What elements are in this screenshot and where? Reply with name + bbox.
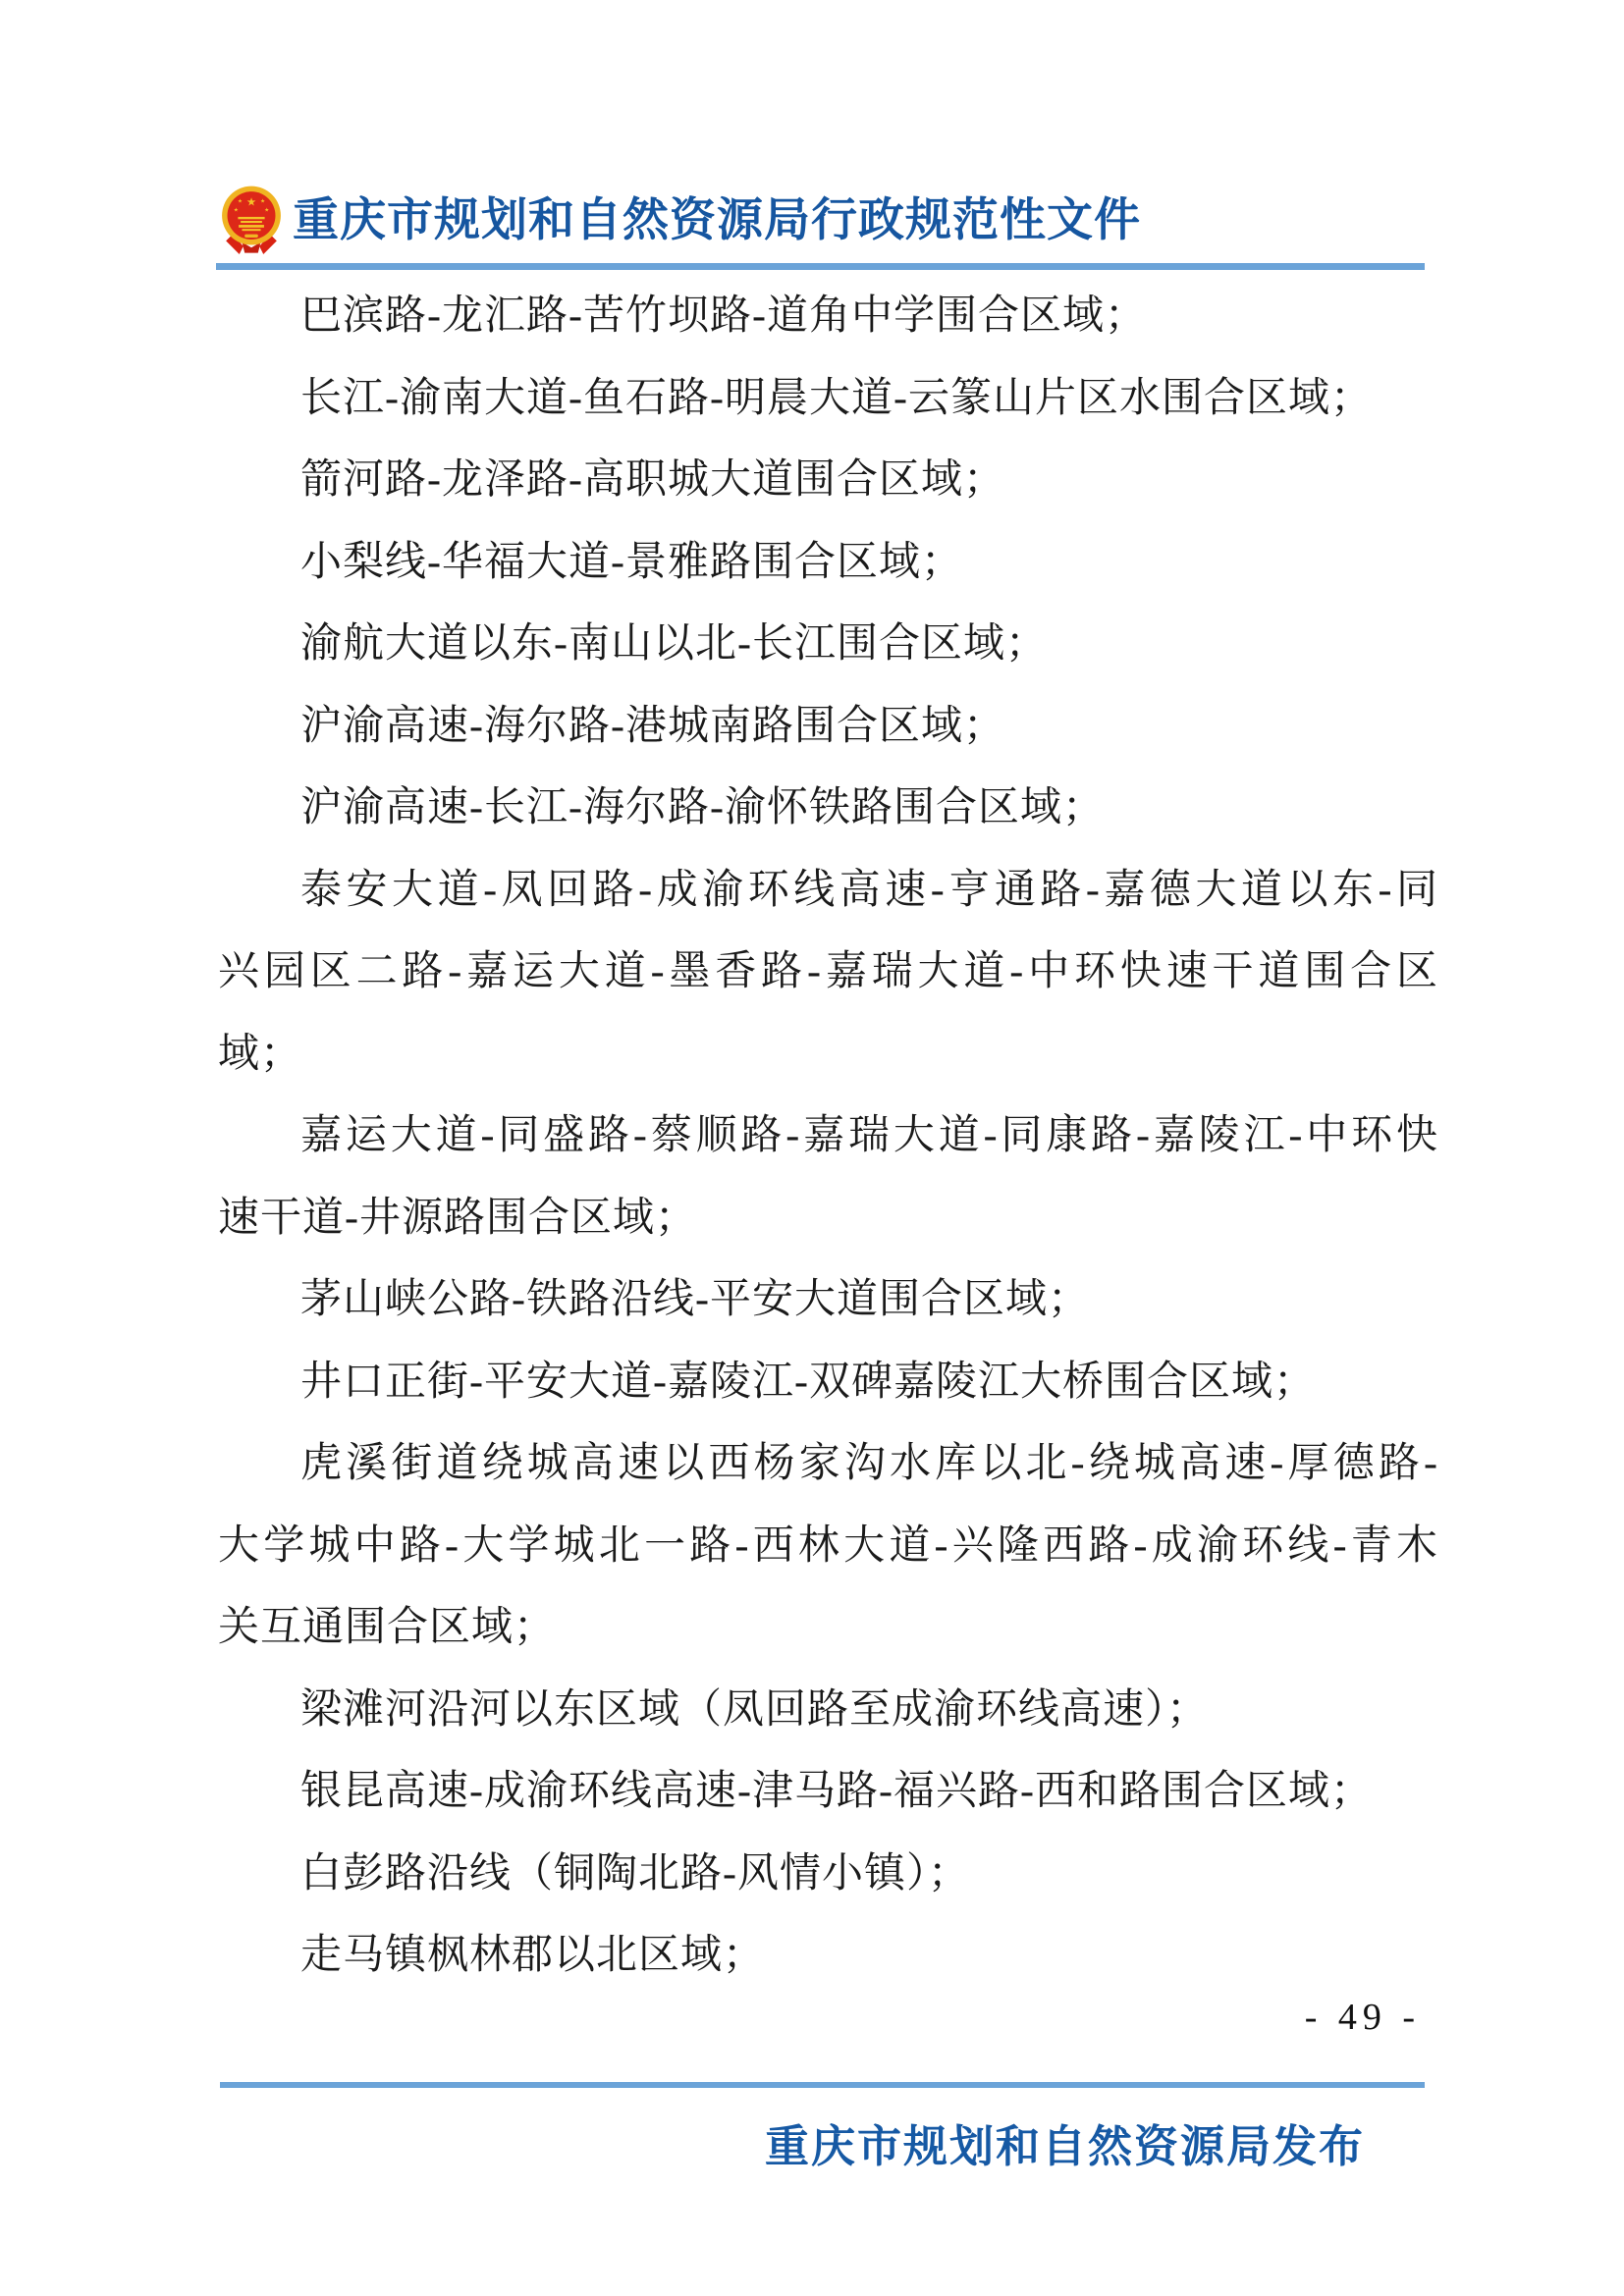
footer-divider-line xyxy=(220,2082,1425,2088)
footer-publisher-text: 重庆市规划和自然资源局发布 xyxy=(764,2122,1365,2171)
body-text-line: 大学城中路-大学城北一路-西林大道-兴隆西路-成渝环线-青木 xyxy=(218,1522,1438,1569)
document-body xyxy=(218,276,1438,1998)
body-text-line: 长江-渝南大道-鱼石路-明晨大道-云篆山片区水围合区域； xyxy=(300,375,1373,421)
svg-text:★: ★ xyxy=(238,198,243,205)
document-header xyxy=(218,185,1141,257)
body-text-line: 沪渝高速-海尔路-港城南路围合区域； xyxy=(300,703,1005,749)
body-text-line: 域； xyxy=(218,1031,303,1077)
document-header-title: 重庆市规划和自然资源局行政规范性文件 xyxy=(293,195,1141,246)
body-text-line: 走马镇枫林郡以北区域； xyxy=(300,1933,766,1978)
body-text-line: 沪渝高速-长江-海尔路-渝怀铁路围合区域； xyxy=(300,785,1105,830)
body-text-line: 速干道-井源路围合区域； xyxy=(218,1195,697,1241)
svg-text:★: ★ xyxy=(260,198,265,205)
body-text-line: 兴园区二路-嘉运大道-墨香路-嘉瑞大道-中环快速干道围合区 xyxy=(218,949,1438,994)
svg-text:★: ★ xyxy=(264,207,270,214)
body-text-line: 银昆高速-成渝环线高速-津马路-福兴路-西和路围合区域； xyxy=(300,1769,1373,1814)
body-text-line: 嘉运大道-同盛路-蔡顺路-嘉瑞大道-同康路-嘉陵江-中环快 xyxy=(300,1113,1438,1158)
body-text-line: 虎溪街道绕城高速以西杨家沟水库以北-绕城高速-厚德路- xyxy=(300,1441,1438,1486)
svg-text:★: ★ xyxy=(245,195,257,209)
body-text-line: 茅山峡公路-铁路沿线-平安大道围合区域； xyxy=(300,1277,1090,1322)
body-text-line: 泰安大道-凤回路-成渝环线高速-亨通路-嘉德大道以东-同 xyxy=(300,867,1438,913)
body-text-line: 白彭路沿线（铜陶北路-风情小镇）； xyxy=(300,1850,970,1896)
header-divider-line xyxy=(216,263,1425,270)
body-text-line: 箭河路-龙泽路-高职城大道围合区域； xyxy=(300,457,1005,503)
body-text-line: 梁滩河沿河以东区域（凤回路至成渝环线高速）； xyxy=(300,1686,1210,1733)
body-text-line: 渝航大道以东-南山以北-长江围合区域； xyxy=(300,621,1048,667)
page-number: - 49 - xyxy=(1304,1997,1421,2038)
body-text-line: 关互通围合区域； xyxy=(218,1605,557,1650)
national-emblem-icon xyxy=(218,185,285,257)
body-text-line: 巴滨路-龙汇路-苦竹坝路-道角中学围合区域； xyxy=(300,294,1147,339)
body-text-line: 井口正街-平安大道-嘉陵江-双碑嘉陵江大桥围合区域； xyxy=(300,1359,1316,1405)
body-text-line: 小梨线-华福大道-景雅路围合区域； xyxy=(300,539,963,585)
svg-text:★: ★ xyxy=(233,207,239,214)
